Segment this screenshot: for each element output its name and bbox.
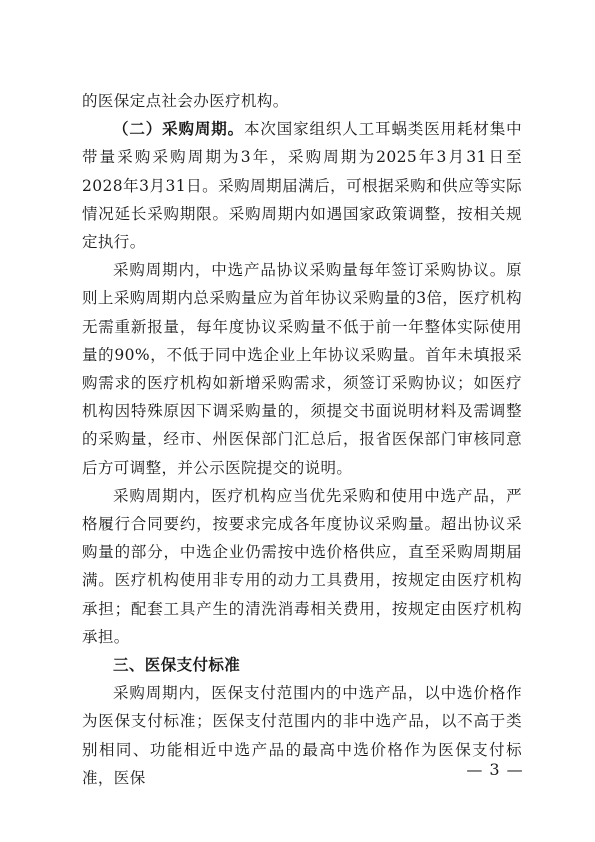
section-2-text: 本次国家组织人工耳蜗类医用耗材集中带量采购采购周期为3年，采购周期为2025年3月31日至2028年3月31日。采购周期届满后，可根据采购和供应等实际情况延长采购期限。采购周期内如遇国家政策调整，按相关规定执行。 bbox=[82, 120, 522, 252]
paragraph-payment-standard: 采购周期内，医保支付范围内的中选产品，以中选价格作为医保支付标准；医保支付范围内的非中选产品，以不高于类别相同、功能相近中选产品的最高中选价格作为医保支付标准，医保 bbox=[82, 684, 522, 787]
paragraph-intro: 的医保定点社会办医疗机构。 bbox=[82, 92, 289, 110]
section-2-paragraph bbox=[82, 115, 522, 256]
paragraph-purchase-obligations: 采购周期内，医疗机构应当优先采购和使用中选产品，严格履行合同要约，按要求完成各年度协议采购量。超出协议采购量的部分，中选企业仍需按中选价格供应，直至采购周期届满。医疗机构使用非专用的动力工具费用，按规定由医疗机构承担；配套工具产生的清洗消毒相关费用，按规定由医疗机构承担。 bbox=[82, 486, 522, 646]
section-2-label: （二）采购周期。 bbox=[113, 120, 245, 139]
page-number: — 3 — bbox=[466, 760, 524, 779]
paragraph-purchase-volume: 采购周期内，中选产品协议采购量每年签订采购协议。原则上采购周期内总采购量应为首年协议采购量的3倍，医疗机构无需重新报量，每年度协议采购量不低于前一年整体实际使用量的90%，不低于同中选企业上年协议采购量。首年未填报采购需求的医疗机构如新增采购需求，须签订采购协议；如医疗机构因特殊原因下调采购量的，须提交书面说明材料及需调整的采购量，经市、州医保部门汇总后，报省医保部门审核同意后方可调整，并公示医院提交的说明。 bbox=[82, 261, 522, 477]
section-3-heading: 三、医保支付标准 bbox=[113, 656, 241, 675]
document-body bbox=[82, 87, 522, 792]
